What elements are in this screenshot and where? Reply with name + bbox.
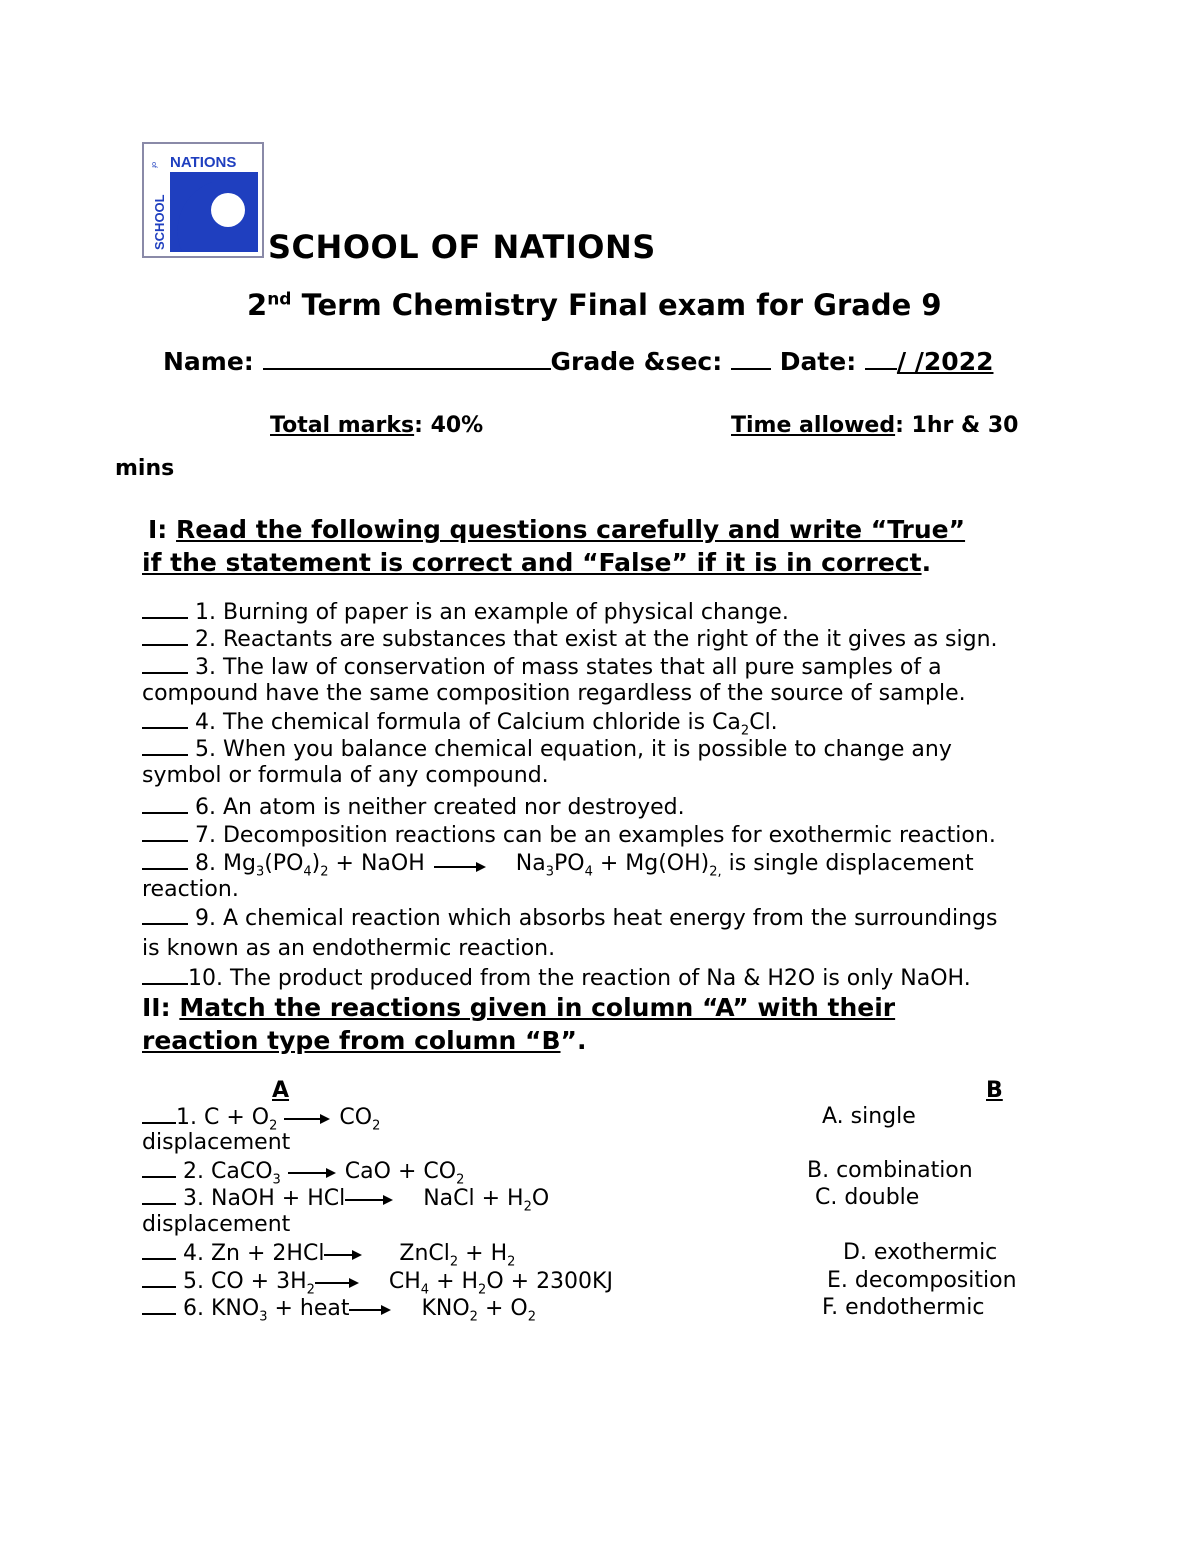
answer-blank[interactable]	[142, 709, 188, 729]
date-blank[interactable]	[865, 344, 897, 370]
question-7: 7. Decomposition reactions can be an examples for exothermic reaction.	[142, 822, 996, 848]
section2-heading-line1: II: Match the reactions given in column “A” with their	[142, 993, 896, 1022]
exam-title: 2nd Term Chemistry Final exam for Grade 9	[247, 288, 942, 322]
question-8-cont: reaction.	[142, 877, 239, 902]
section1-heading-line1: I: Read the following questions carefully and write “True”	[148, 515, 966, 544]
time-allowed-cont: mins	[115, 456, 175, 481]
question-3-cont: compound have the same composition regardless of the source of sample.	[142, 681, 966, 706]
logo-text-nations: NATIONS	[170, 154, 237, 171]
question-9-cont: is known as an endothermic reaction.	[142, 936, 556, 961]
reaction-arrow	[432, 856, 488, 872]
answer-blank[interactable]	[142, 965, 188, 985]
option-c: C. double	[815, 1185, 920, 1210]
option-a-cont: displacement	[142, 1130, 291, 1155]
option-e: E. decomposition	[827, 1268, 1017, 1293]
reaction-arrow	[284, 1111, 332, 1125]
name-label: Name:	[163, 347, 254, 376]
question-8: 8. $Mg_3(PO_4)_2$ + NaOH $Na_3PO_4 + Mg(OH)_{2,}$ is single displacement	[142, 850, 974, 879]
question-2: 2. Reactants are substances that exist at the right of the it gives as sign.	[142, 626, 998, 652]
match-row-4: 4. Zn + 2HCl ZnCl$_2$ + $H_2$	[142, 1240, 515, 1269]
question-6: 6. An atom is neither created nor destroyed.	[142, 794, 685, 820]
match-row-3: 3. NaOH + HCl NaCl + $H_2O$	[142, 1185, 549, 1214]
match-row-6: 6. $KNO_3$ + heat $KNO_2 + O_2$	[142, 1295, 536, 1324]
question-10: 10. The product produced from the reaction of Na & H2O is only NaOH.	[142, 965, 971, 991]
total-marks: Total marks: 40%	[270, 413, 484, 438]
column-b-header: B	[986, 1078, 1003, 1103]
column-a-header: A	[272, 1078, 290, 1103]
school-name: SCHOOL OF NATIONS	[268, 228, 656, 266]
answer-blank[interactable]	[142, 794, 188, 814]
question-5: 5. When you balance chemical equation, it is possible to change any	[142, 736, 952, 762]
answer-blank[interactable]	[142, 822, 188, 842]
match-row-1: 1. $C + O_2$ $CO_2$	[142, 1104, 380, 1133]
student-info-line	[163, 344, 993, 376]
answer-blank[interactable]	[142, 905, 188, 925]
school-logo	[142, 142, 264, 258]
match-row-5: 5. CO + $3H_2$ $CH_4 + H_2O + 2300KJ$	[142, 1268, 613, 1297]
reaction-arrow	[315, 1275, 361, 1289]
section2-heading-line2: reaction type from column “B”.	[142, 1026, 587, 1055]
answer-blank[interactable]	[142, 626, 188, 646]
match-blank[interactable]	[142, 1158, 176, 1178]
answer-blank[interactable]	[142, 850, 188, 870]
match-row-2: 2. CaCO$_3$ CaO + $CO_2$	[142, 1158, 464, 1187]
match-blank[interactable]	[142, 1295, 176, 1315]
question-9: 9. A chemical reaction which absorbs heat energy from the surroundings	[142, 905, 997, 931]
option-d: D. exothermic	[843, 1240, 998, 1265]
reaction-arrow	[349, 1302, 393, 1316]
reaction-arrow	[288, 1165, 338, 1179]
grade-blank[interactable]	[731, 344, 771, 370]
option-f: F. endothermic	[822, 1295, 985, 1320]
question-1: 1. Burning of paper is an example of physical change.	[142, 599, 789, 625]
match-blank[interactable]	[142, 1185, 176, 1205]
name-blank[interactable]	[263, 344, 551, 370]
section1-heading-line2: if the statement is correct and “False” if it is in correct.	[142, 548, 932, 577]
reaction-arrow	[345, 1192, 395, 1206]
question-5-cont: symbol or formula of any compound.	[142, 763, 549, 788]
question-4: 4. The chemical formula of Calcium chloride is $Ca_2Cl$.	[142, 709, 778, 738]
grade-label: Grade &sec:	[550, 347, 723, 376]
answer-blank[interactable]	[142, 736, 188, 756]
option-b: B. combination	[807, 1158, 973, 1183]
option-c-cont: displacement	[142, 1212, 291, 1237]
question-3: 3. The law of conservation of mass states that all pure samples of a	[142, 654, 942, 680]
logo-text-school: SCHOOL	[152, 194, 167, 250]
match-blank[interactable]	[142, 1240, 176, 1260]
match-blank[interactable]	[142, 1104, 176, 1124]
reaction-arrow	[324, 1247, 364, 1261]
match-blank[interactable]	[142, 1268, 176, 1288]
time-allowed: Time allowed: 1hr & 30	[731, 413, 1019, 438]
answer-blank[interactable]	[142, 654, 188, 674]
date-value: / /2022	[896, 347, 994, 376]
logo-text-of: of	[150, 162, 157, 168]
option-a: A. single	[822, 1104, 916, 1129]
date-label: Date:	[779, 347, 857, 376]
answer-blank[interactable]	[142, 599, 188, 619]
